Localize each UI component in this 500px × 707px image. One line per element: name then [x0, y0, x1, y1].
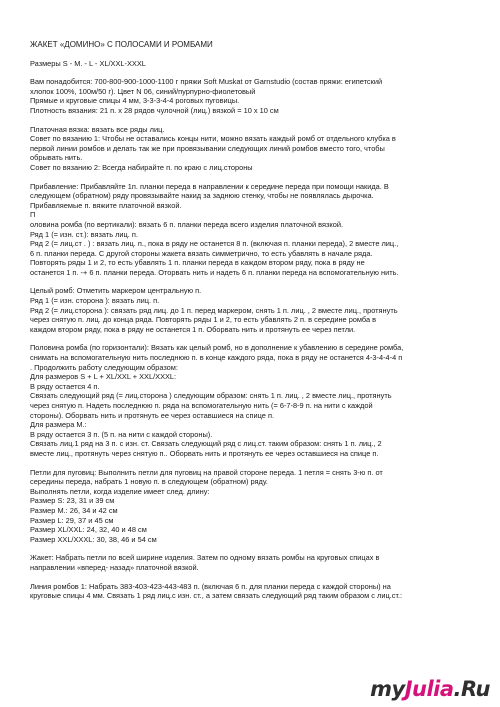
text-line: останется 1 п. -+ 6 п. планки переда. Оторвать нить и надеть 6 п. планки переда на вспомогательную нить.	[30, 267, 399, 277]
half-rhombus-section	[30, 343, 485, 458]
text-line: Совет по вязанию 2: Всегда набирайте п. по краю с лиц.стороны	[30, 162, 253, 172]
watermark-suffix: .Ru	[453, 677, 490, 701]
text-line: Ряд 2 (= лиц.сторона ): связать ряд лиц. до 1 п. перед маркером, снять 1 п. лиц. , 2 вместе лиц., протянуть	[30, 305, 398, 315]
text-line: В ряду остается 3 п. (5 п. на нити с каждой стороны).	[30, 429, 213, 439]
text-line: Половина ромба (по горизонтали): Вязать как целый ромб, но в дополнение к убавлению в середине ромба,	[30, 343, 404, 353]
text-line: П	[30, 210, 36, 220]
text-line: Платочная вязка: вязать все ряды лиц.	[30, 124, 165, 134]
text-line: Плотность вязания: 21 п. х 28 рядов чулочной (лиц.) вязкой = 10 х 10 см	[30, 105, 279, 115]
text-line: Повторять ряды 1 и 2, то есть убавлять 1 п. планки переда в каждом втором ряду, пока в ряду не	[30, 258, 365, 268]
document-title: ЖАКЕТ «ДОМИНО» С ПОЛОСАМИ И РОМБАМИ	[30, 40, 213, 49]
materials-section	[30, 77, 485, 115]
text-line: Выполнять петли, когда изделие имеет след. длину:	[30, 486, 210, 496]
text-line: снимать на вспомогательную нить последнюю п. в конце каждого ряда, пока в ряду не останется 4-3-4-4-4 п	[30, 353, 403, 363]
text-line: Петли для пуговиц: Выполнить петли для пуговиц на правой стороне переда. 1 петля = снять 3-ю п. от	[30, 467, 383, 477]
text-line: Размер XXL/XXXL: 30, 38, 46 и 54 см	[30, 534, 157, 544]
text-line: 6 п. планки переда. С другой стороны жакета вязать симметрично, то есть убавлять в начале ряда.	[30, 248, 373, 258]
text-line: . Продолжить работу следующим образом:	[30, 362, 178, 372]
text-line: В ряду остается 4 п.	[30, 381, 100, 391]
sizes-line: Размеры S - M. - L - XL/XXL-XXXL	[30, 58, 146, 68]
site-watermark	[370, 677, 490, 701]
text-line: Линия ромбов 1: Набрать 383-403-423-443-483 п. (включая 6 п. для планки переда с каждой стороны) на	[30, 581, 391, 591]
increase-section	[30, 182, 485, 278]
text-line: каждом втором ряду, пока в ряду не останется 1 п. Оборвать нить и протянуть ее через петли.	[30, 324, 356, 334]
text-line: Размер XL/XXL: 24, 32, 40 и 48 см	[30, 525, 147, 535]
document	[30, 40, 485, 601]
whole-rhombus-section	[30, 286, 485, 334]
text-line: обрывать нить.	[30, 153, 83, 163]
text-line: первой линии ромбов и делать так же при провязывании следующих линий ромбов вместо того, чтобы	[30, 143, 385, 153]
text-line: через снятую п. Надеть последнюю п. ряда на вспомогательную нить (= 6-7-8-9 п. на нити с каждой	[30, 401, 373, 410]
text-line: Ряд 1 (= изн. сторона ): вязать лиц. п.	[30, 296, 160, 306]
text-line: Прибавление: Прибавляйте 1п. планки переда в направлении к середине переда при помощи накида. В	[30, 181, 389, 191]
text-line: круговые спицы 4 мм. Связать 1 ряд лиц.с изн. ст., а затем связать следующий ряд таким образом с лиц.ст.:	[30, 591, 403, 601]
text-line: оловина ромба (по вертикали): вязать 6 п. планки переда всего изделия платочной вязкой.	[30, 219, 344, 229]
text-line: Ряд 2 (= лиц.ст . ) : вязать лиц. п., пока в ряду не останется 8 п. (включая п. планки переда), 2 вместе лиц.,	[30, 239, 399, 249]
text-line: следующем (обратном) ряду провязывайте накид за заднюю стенку, чтобы не появлялась дырочка.	[30, 191, 374, 201]
text-line: Вам понадобится: 700-800-900-1000-1100 г пряжи Soft Muskat от Garnstudio (состав пряжи: египетский	[30, 77, 383, 87]
text-line: Размер S: 23, 31 и 39 см	[30, 496, 115, 506]
watermark-accent: Julia	[404, 677, 454, 701]
text-line: Прибавляемые п. вяжите платочной вязкой.	[30, 200, 182, 210]
text-line: Связать лиц.1 ряд на 3 п. с изн. ст. Связать следующий ряд с лиц.ст. таким образом: снять 1 п. лиц., 2	[30, 439, 382, 449]
text-line: Для размеров S + L + XL/XXL + XXL/XXXL:	[30, 372, 177, 382]
text-line: середины переда, набрать 1 новую п. в следующем (обратном) ряду.	[30, 477, 268, 487]
text-line: Целый ромб: Отметить маркером центральную п.	[30, 286, 202, 296]
jacket-section	[30, 553, 485, 572]
buttonholes-section	[30, 468, 485, 545]
text-line: Размер L: 29, 37 и 45 см	[30, 515, 114, 525]
garter-section	[30, 125, 485, 173]
text-line: направлении «вперед- назад» платочной вязкой.	[30, 562, 199, 572]
rhombus-line-section	[30, 582, 485, 601]
text-line: вместе лиц., протянуть через снятую п.. Оборвать нить и протянуть ее через оставшиеся на спице п.	[30, 448, 379, 458]
text-line: Ряд 1 (= изн. ст.): вязать лиц. п.	[30, 229, 138, 239]
text-line: хлопок 100%, 100м/50 г). Цвет N 06, синий/пурпурно-фиолетовый	[30, 86, 256, 96]
text-line: стороны). Оборвать нить и протянуть ее через оставшиеся на спице п.	[30, 410, 275, 420]
text-line: Прямые и круговые спицы 4 мм, 3-3-3-4-4 роговых пуговицы.	[30, 96, 240, 106]
text-line: Для размера М.:	[30, 420, 87, 430]
text-line: Связать следующий ряд (= лиц.сторона ) следующим образом: снять 1 п. лиц. , 2 вместе лиц., протянуть	[30, 391, 392, 401]
watermark-prefix: my	[370, 677, 405, 701]
text-line: Жакет: Набрать петли по всей ширине изделия. Затем по одному вязать ромбы на круговых спицах в	[30, 553, 380, 563]
text-line: через снятую п. лиц. до конца ряда. Повторять ряды 1 и 2, то есть убавлять 2 п. в середине ромба в	[30, 315, 377, 325]
text-line: Совет по вязанию 1: Чтобы не оставались концы нити, можно вязать каждый ромб от отдельного клубка в	[30, 134, 396, 144]
text-line: Размер М.: 26, 34 и 42 см	[30, 505, 118, 515]
